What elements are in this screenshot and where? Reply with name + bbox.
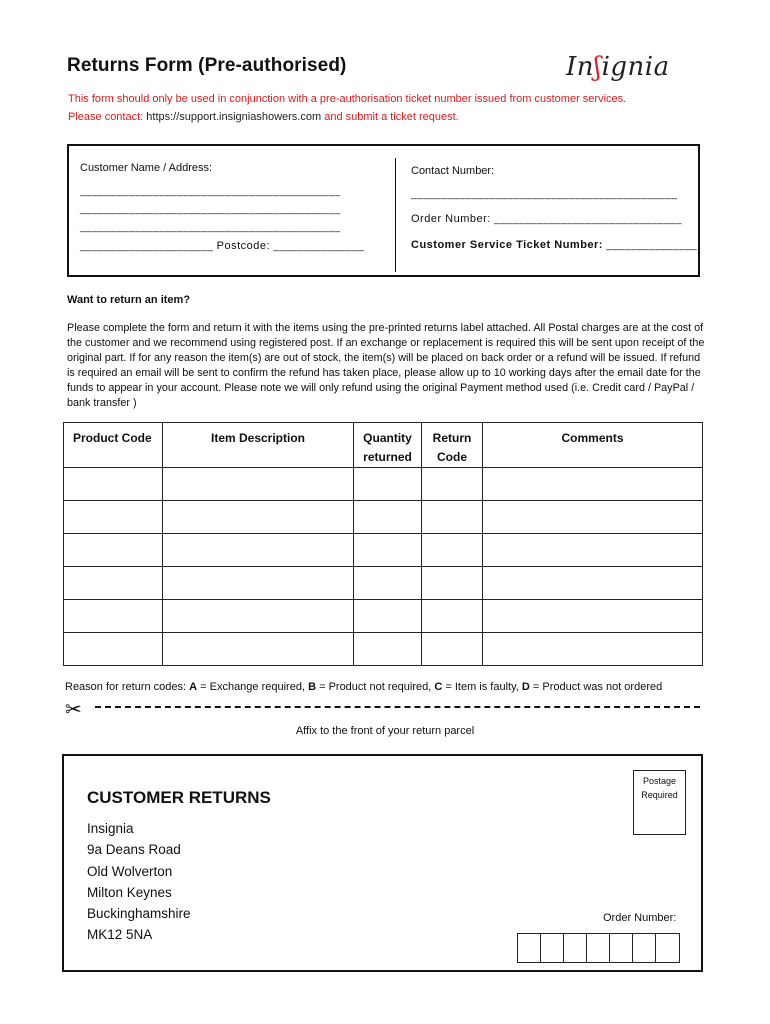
cell-item-description[interactable] — [163, 600, 354, 633]
reason-codes-legend — [65, 681, 662, 693]
code-d: D — [521, 681, 530, 693]
cell-quantity[interactable] — [354, 567, 422, 600]
page-title: Returns Form (Pre-authorised) — [67, 55, 347, 76]
code-c: C — [434, 681, 443, 693]
order-digit-box[interactable] — [610, 934, 633, 962]
address-line-2[interactable]: ___________________________________________ — [80, 204, 341, 215]
cell-comments[interactable] — [483, 468, 703, 501]
intro-line-1: This form should only be used in conjunction with a pre-authorisation ticket number issued from customer services. — [68, 93, 627, 105]
address-line: MK12 5NA — [87, 927, 153, 942]
cell-item-description[interactable] — [163, 633, 354, 666]
order-digit-box[interactable] — [587, 934, 610, 962]
col-quantity-returned: Quantity returned — [354, 423, 422, 468]
scissors-icon: ✂ — [65, 699, 82, 721]
cell-product-code[interactable] — [64, 534, 163, 567]
address-line-3[interactable]: ___________________________________________ — [80, 222, 341, 233]
address-line: Old Wolverton — [87, 864, 173, 879]
cell-comments[interactable] — [483, 534, 703, 567]
cell-item-description[interactable] — [163, 468, 354, 501]
affix-instruction: Affix to the front of your return parcel — [295, 725, 475, 737]
section-heading: Want to return an item? — [67, 294, 191, 306]
table-row — [64, 468, 703, 501]
order-digit-box[interactable] — [541, 934, 564, 962]
order-number-row — [411, 213, 682, 225]
support-link[interactable]: https://support.insigniashowers.com — [146, 111, 322, 123]
customer-name-address-label: Customer Name / Address: — [80, 162, 213, 174]
cell-product-code[interactable] — [64, 567, 163, 600]
address-line: Milton Keynes — [87, 885, 172, 900]
cell-product-code[interactable] — [64, 633, 163, 666]
order-digit-box[interactable] — [564, 934, 587, 962]
table-row — [64, 633, 703, 666]
address-line: Insignia — [87, 821, 134, 836]
address-line: 9a Deans Road — [87, 842, 181, 857]
col-return-code: Return Code — [422, 423, 483, 468]
cell-quantity[interactable] — [354, 534, 422, 567]
instructions-paragraph: Please complete the form and return it with the items using the pre-printed returns label attached. All Postal charges are at the cost of the customer and we recommend using registered post. If an exchange or replacement is required this will be sent upon receipt of the original part. If for any reason the item(s) are out of stock, the item(s) will be placed on back order or a refund will be issued. If refund is required an email will be sent to confirm the refund has taken place, please allow up to 10 working days after the email date for the funds to appear in your account. Please note we will only refund using the original Payment method used (i.e. Credit card / PayPal / bank transfer ) — [67, 322, 705, 409]
cell-comments[interactable] — [483, 633, 703, 666]
code-b: B — [308, 681, 317, 693]
cell-item-description[interactable] — [163, 501, 354, 534]
col-item-description: Item Description — [163, 423, 354, 468]
table-row — [64, 600, 703, 633]
postage-line-2: Required — [641, 790, 678, 800]
address-line-4 — [80, 240, 364, 252]
reason-prefix: Reason for return codes: — [65, 681, 190, 693]
cell-quantity[interactable] — [354, 633, 422, 666]
intro-suffix: and submit a ticket request. — [321, 111, 459, 123]
cell-comments[interactable] — [483, 567, 703, 600]
items-table — [63, 422, 703, 666]
intro-prefix: Please contact: — [68, 111, 147, 123]
intro-line-2 — [68, 111, 459, 123]
cell-return-code[interactable] — [422, 633, 483, 666]
col-comments: Comments — [483, 423, 703, 468]
order-digit-box[interactable] — [518, 934, 541, 962]
address-line: Buckinghamshire — [87, 906, 191, 921]
customer-box-divider — [395, 158, 396, 272]
order-number-field[interactable]: _______________________________ — [494, 214, 683, 225]
cut-line — [95, 706, 700, 708]
order-digit-box[interactable] — [656, 934, 679, 962]
insignia-logo: Inʃignia — [566, 52, 670, 82]
cell-product-code[interactable] — [64, 468, 163, 501]
contact-number-field[interactable]: ____________________________________________ — [411, 189, 678, 200]
order-digit-box[interactable] — [633, 934, 656, 962]
postage-stamp-box — [633, 770, 686, 835]
cell-return-code[interactable] — [422, 534, 483, 567]
cell-quantity[interactable] — [354, 600, 422, 633]
customer-returns-title: CUSTOMER RETURNS — [87, 788, 271, 807]
table-row — [64, 567, 703, 600]
code-d-text: = Product was not ordered — [529, 681, 663, 693]
cell-product-code[interactable] — [64, 501, 163, 534]
cell-quantity[interactable] — [354, 468, 422, 501]
ticket-number-label: Customer Service Ticket Number: — [411, 239, 603, 251]
table-row — [64, 534, 703, 567]
code-c-text: = Item is faulty, — [442, 681, 522, 693]
cell-item-description[interactable] — [163, 567, 354, 600]
order-number-label: Order Number: — [411, 213, 491, 225]
cell-product-code[interactable] — [64, 600, 163, 633]
address-line-4-field[interactable]: ______________________ — [80, 241, 214, 252]
address-line-1[interactable]: ___________________________________________ — [80, 186, 341, 197]
code-b-text: = Product not required, — [316, 681, 435, 693]
col-product-code: Product Code — [64, 423, 163, 468]
cell-item-description[interactable] — [163, 534, 354, 567]
contact-number-label: Contact Number: — [411, 165, 495, 177]
cell-return-code[interactable] — [422, 468, 483, 501]
table-row — [64, 501, 703, 534]
ticket-number-row — [411, 239, 697, 251]
postcode-label: Postcode: — [216, 240, 271, 252]
cell-comments[interactable] — [483, 501, 703, 534]
postcode-field[interactable]: _______________ — [273, 241, 365, 252]
cell-quantity[interactable] — [354, 501, 422, 534]
cell-return-code[interactable] — [422, 501, 483, 534]
postage-line-1: Postage — [642, 776, 677, 786]
code-a: A — [189, 681, 198, 693]
cell-comments[interactable] — [483, 600, 703, 633]
cell-return-code[interactable] — [422, 567, 483, 600]
code-a-text: = Exchange required, — [197, 681, 309, 693]
order-number-grid — [517, 933, 680, 963]
table-header-row — [64, 423, 703, 468]
ticket-number-field[interactable]: _______________ — [606, 240, 698, 251]
cell-return-code[interactable] — [422, 600, 483, 633]
label-order-number-label: Order Number: — [603, 912, 677, 924]
